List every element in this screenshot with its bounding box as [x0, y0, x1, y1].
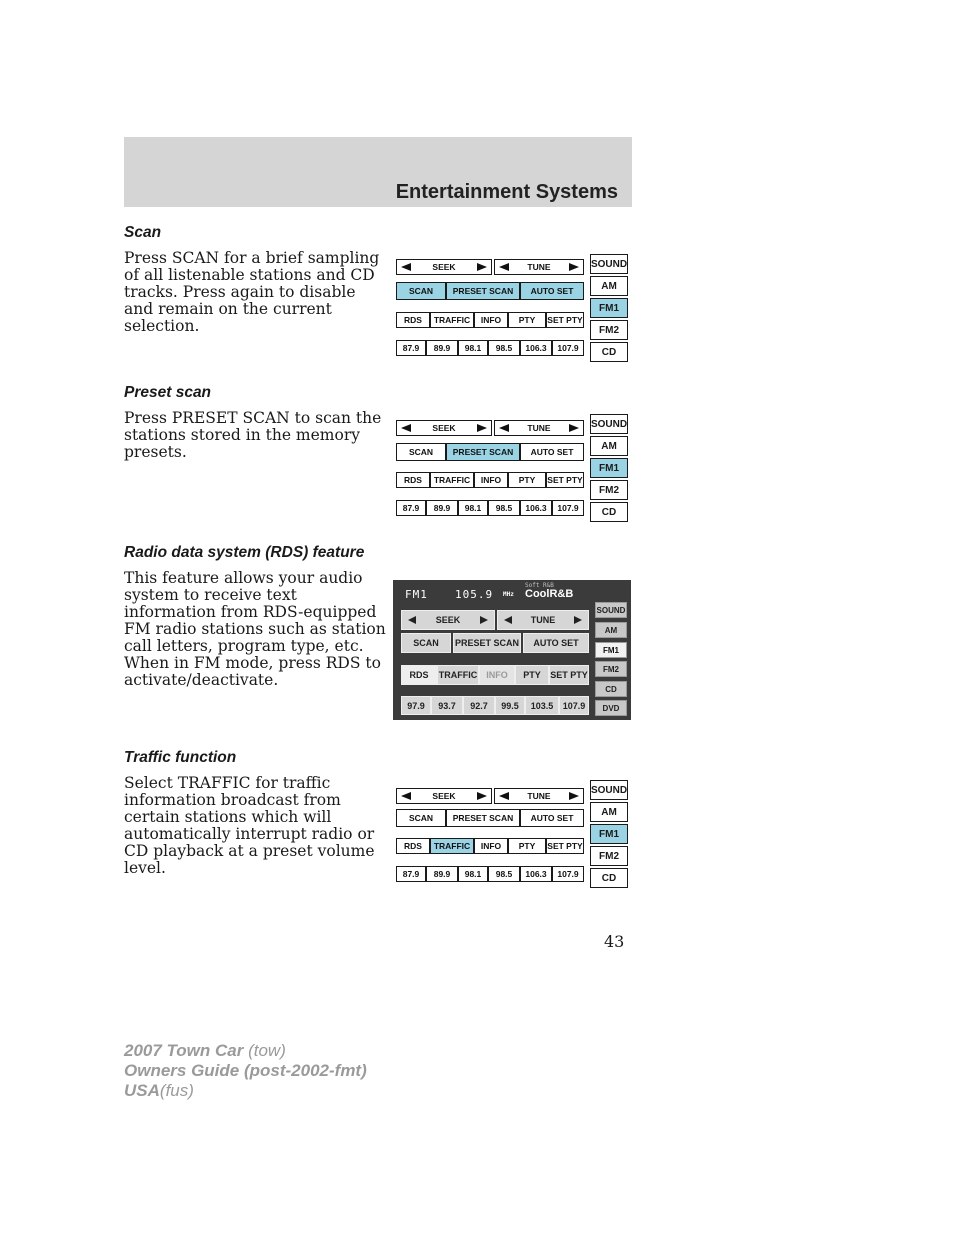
section-title: Radio data system (RDS) feature [124, 544, 365, 561]
tune-up-icon [569, 263, 579, 271]
tune-up-icon [574, 616, 582, 624]
seek-button[interactable]: SEEK [396, 259, 492, 275]
fm2-button[interactable]: FM2 [590, 320, 628, 340]
tune-down-icon [499, 263, 509, 271]
tune-down-icon [499, 792, 509, 800]
preset-button[interactable]: 87.9 [396, 866, 426, 882]
seek-button[interactable]: SEEK [396, 420, 492, 436]
preset-button[interactable]: 93.7 [431, 696, 463, 715]
seek-down-icon [401, 792, 411, 800]
preset-button[interactable]: 92.7 [463, 696, 495, 715]
tab-am[interactable]: AM [595, 622, 627, 638]
fm1-button[interactable]: FM1 [590, 298, 628, 318]
tune-button[interactable]: TUNE [494, 420, 584, 436]
set-pty-button[interactable]: SET PTY [546, 472, 584, 488]
traffic-button[interactable]: TRAFFIC [437, 665, 479, 685]
tab-fm1[interactable]: FM1 [595, 642, 627, 658]
footer-model: 2007 Town Car [124, 1041, 244, 1060]
seek-down-icon [401, 424, 411, 432]
traffic-button[interactable]: TRAFFIC [430, 838, 474, 854]
info-button[interactable]: INFO [474, 838, 508, 854]
pty-button[interactable]: PTY [508, 838, 546, 854]
cd-button[interactable]: CD [590, 342, 628, 362]
am-button[interactable]: AM [590, 436, 628, 456]
cd-button[interactable]: CD [590, 868, 628, 888]
preset-button[interactable]: 87.9 [396, 500, 426, 516]
tune-button[interactable]: TUNE [494, 788, 584, 804]
preset-button[interactable]: 99.5 [495, 696, 525, 715]
footer-market: USA [124, 1081, 160, 1100]
rds-button[interactable]: RDS [396, 472, 430, 488]
scan-button[interactable]: SCAN [396, 809, 446, 827]
seek-button[interactable]: SEEK [401, 610, 495, 630]
display-unit: MHz [503, 591, 514, 598]
auto-set-button[interactable]: AUTO SET [520, 282, 584, 300]
preset-button[interactable]: 107.9 [552, 866, 584, 882]
pty-button[interactable]: PTY [515, 665, 549, 685]
preset-button[interactable]: 98.1 [458, 866, 488, 882]
preset-button[interactable]: 98.5 [488, 866, 520, 882]
section-preset-scan [124, 384, 386, 461]
section-rds [124, 544, 386, 689]
display-program-type: Soft R&B [525, 582, 554, 589]
preset-button[interactable]: 89.9 [426, 866, 458, 882]
tab-cd[interactable]: CD [595, 681, 627, 697]
display-status-bar [401, 584, 623, 606]
pty-button[interactable]: PTY [508, 472, 546, 488]
fm1-button[interactable]: FM1 [590, 458, 628, 478]
tune-button[interactable]: TUNE [494, 259, 584, 275]
scan-button[interactable]: SCAN [396, 443, 446, 461]
seek-up-icon [477, 792, 487, 800]
preset-scan-button[interactable]: PRESET SCAN [446, 443, 520, 461]
section-scan [124, 224, 386, 335]
tab-sound[interactable]: SOUND [595, 602, 627, 618]
sound-button[interactable]: SOUND [590, 254, 628, 274]
preset-button[interactable]: 103.5 [525, 696, 559, 715]
footer-guide: Owners Guide (post-2002-fmt) [124, 1061, 367, 1080]
section-body: Select TRAFFIC for traffic information broadcast from certain stations which will automatically interrupt radio or CD playback at a preset volume level. [124, 774, 375, 877]
section-title: Preset scan [124, 384, 212, 401]
auto-set-button[interactable]: AUTO SET [520, 809, 584, 827]
fm2-button[interactable]: FM2 [590, 480, 628, 500]
section-body: Press SCAN for a brief sampling of all listenable stations and CD tracks. Press again to disable and remain on the current selection. [124, 249, 380, 335]
radio-panel-preset-scan [396, 414, 630, 526]
rds-display-screen [393, 580, 631, 720]
sound-button[interactable]: SOUND [590, 414, 628, 434]
display-frequency: 105.9 [455, 588, 494, 601]
preset-button[interactable]: 89.9 [426, 500, 458, 516]
tune-up-icon [569, 424, 579, 432]
preset-button[interactable]: 107.9 [552, 500, 584, 516]
rds-button[interactable]: RDS [401, 665, 437, 685]
auto-set-button[interactable]: AUTO SET [523, 633, 589, 653]
section-title: Scan [124, 224, 162, 241]
preset-scan-button[interactable]: PRESET SCAN [446, 809, 520, 827]
preset-scan-button[interactable]: PRESET SCAN [446, 282, 520, 300]
page-number: 43 [604, 932, 625, 951]
seek-up-icon [477, 263, 487, 271]
info-button[interactable]: INFO [479, 665, 515, 685]
section-body: Press PRESET SCAN to scan the stations stored in the memory presets. [124, 409, 382, 461]
set-pty-button[interactable]: SET PTY [546, 312, 584, 328]
fm2-button[interactable]: FM2 [590, 846, 628, 866]
traffic-button[interactable]: TRAFFIC [430, 472, 474, 488]
fm1-button[interactable]: FM1 [590, 824, 628, 844]
preset-button[interactable]: 106.3 [520, 500, 552, 516]
display-call-letters: CoolR&B [525, 588, 574, 600]
seek-down-icon [401, 263, 411, 271]
page-header-title: Entertainment Systems [395, 181, 618, 203]
preset-button[interactable]: 89.9 [426, 340, 458, 356]
rds-button[interactable]: RDS [396, 838, 430, 854]
preset-button[interactable]: 98.5 [488, 500, 520, 516]
preset-button[interactable]: 107.9 [559, 696, 589, 715]
preset-button[interactable]: 107.9 [552, 340, 584, 356]
preset-button[interactable]: 98.5 [488, 340, 520, 356]
traffic-button[interactable]: TRAFFIC [430, 312, 474, 328]
tab-dvd[interactable]: DVD [595, 700, 627, 716]
header-band [124, 137, 632, 207]
tune-down-icon [504, 616, 512, 624]
info-button[interactable]: INFO [474, 472, 508, 488]
set-pty-button[interactable]: SET PTY [549, 665, 589, 685]
section-title: Traffic function [124, 749, 237, 766]
pty-button[interactable]: PTY [508, 312, 546, 328]
rds-button[interactable]: RDS [396, 312, 430, 328]
info-button[interactable]: INFO [474, 312, 508, 328]
display-band: FM1 [405, 588, 428, 601]
radio-panel-scan [396, 254, 630, 366]
seek-button[interactable]: SEEK [396, 788, 492, 804]
seek-down-icon [408, 616, 416, 624]
footer-market-code: (fus) [159, 1081, 194, 1100]
preset-button[interactable]: 106.3 [520, 866, 552, 882]
footer-model-code: (tow) [248, 1041, 286, 1060]
seek-up-icon [477, 424, 487, 432]
preset-button[interactable]: 87.9 [396, 340, 426, 356]
scan-button[interactable]: SCAN [401, 633, 451, 653]
section-traffic [124, 749, 386, 877]
document-footer [124, 1041, 367, 1101]
preset-button[interactable]: 106.3 [520, 340, 552, 356]
tune-up-icon [569, 792, 579, 800]
preset-button[interactable]: 98.1 [458, 340, 488, 356]
am-button[interactable]: AM [590, 802, 628, 822]
radio-panel-traffic [396, 780, 630, 892]
preset-button[interactable]: 97.9 [401, 696, 431, 715]
auto-set-button[interactable]: AUTO SET [520, 443, 584, 461]
preset-button[interactable]: 98.1 [458, 500, 488, 516]
set-pty-button[interactable]: SET PTY [546, 838, 584, 854]
cd-button[interactable]: CD [590, 502, 628, 522]
tab-fm2[interactable]: FM2 [595, 661, 627, 677]
am-button[interactable]: AM [590, 276, 628, 296]
tune-down-icon [499, 424, 509, 432]
scan-button[interactable]: SCAN [396, 282, 446, 300]
section-body: This feature allows your audio system to receive text information from RDS-equipped FM radio stations such as station call letters, program type, etc. When in FM mode, press RDS to activate/deactivate. [124, 569, 386, 689]
sound-button[interactable]: SOUND [590, 780, 628, 800]
seek-up-icon [480, 616, 488, 624]
preset-scan-button[interactable]: PRESET SCAN [453, 633, 521, 653]
tune-button[interactable]: TUNE [497, 610, 589, 630]
